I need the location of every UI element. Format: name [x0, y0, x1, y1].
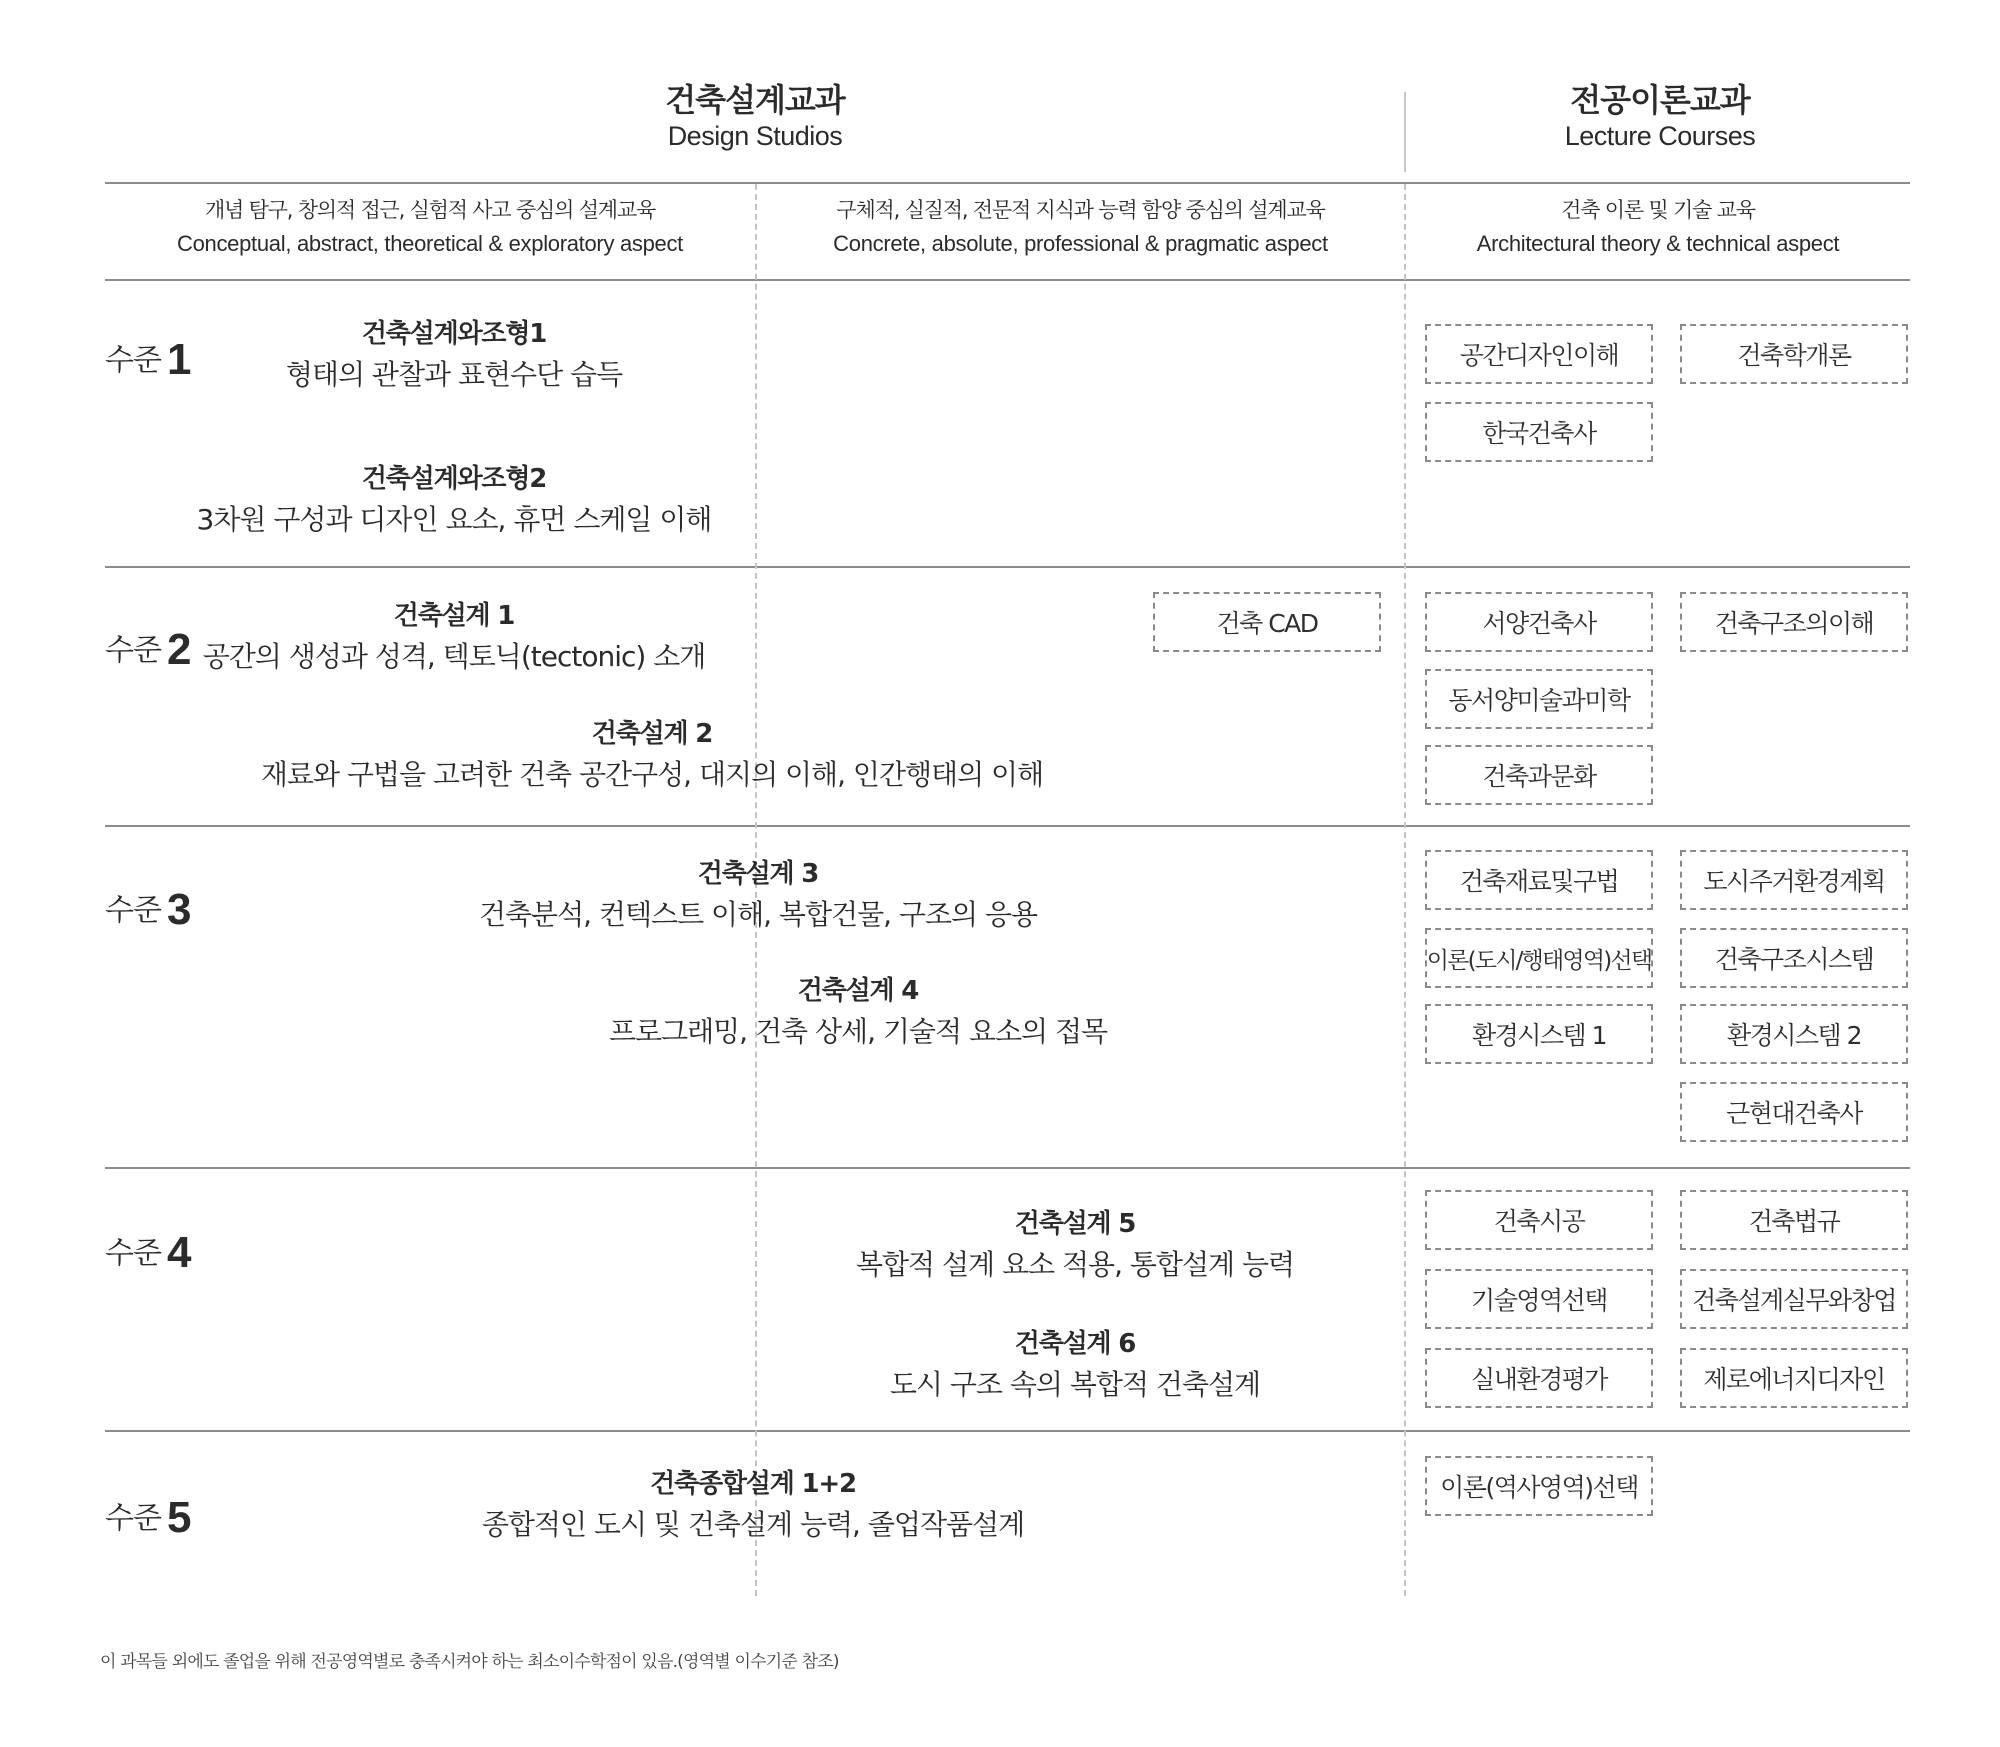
- lecture-course-box: 건축구조의이해: [1680, 592, 1908, 652]
- studio-course: [583, 972, 1133, 1053]
- concrete-aspect-en: Concrete, absolute, professional & pragmatic aspect: [833, 230, 1328, 256]
- lecture-course-box: 건축구조시스템: [1680, 928, 1908, 988]
- level-1-label: [105, 335, 191, 385]
- studio-course-desc: 복합적 설계 요소 적용, 통합설계 능력: [855, 1248, 1295, 1281]
- studio-course-title: 건축설계 3: [697, 859, 819, 889]
- lecture-course-box: 이론(도시/행태영역)선택: [1425, 928, 1653, 988]
- level-number: 2: [166, 625, 192, 674]
- divider-level-4-5: [105, 1430, 1910, 1432]
- studio-course-title: 건축설계와조형1: [361, 319, 547, 349]
- level-number: 4: [166, 1228, 192, 1277]
- divider-header: [105, 182, 1910, 184]
- studio-course-desc: 종합적인 도시 및 건축설계 능력, 졸업작품설계: [481, 1508, 1025, 1541]
- level-label-text: 수준: [105, 893, 161, 928]
- studio-course: [800, 1325, 1350, 1406]
- studio-course-desc: 재료와 구법을 고려한 건축 공간구성, 대지의 이해, 인간행태의 이해: [260, 758, 1044, 791]
- design-studios-title-kr: 건축설계교과: [665, 81, 845, 119]
- studio-course-desc: 프로그래밍, 건축 상세, 기술적 요소의 접목: [608, 1015, 1108, 1048]
- studio-course-desc: 건축분석, 컨텍스트 이해, 복합건물, 구조의 응용: [478, 898, 1038, 931]
- lecture-course-box: 건축과문화: [1425, 745, 1653, 805]
- conceptual-aspect-en: Conceptual, abstract, theoretical & exploratory aspect: [177, 230, 683, 256]
- level-label-text: 수준: [105, 633, 161, 668]
- concrete-aspect-kr: 구체적, 실질적, 전문적 지식과 능력 함양 중심의 설계교육: [836, 198, 1325, 222]
- divider-level-3-4: [105, 1167, 1910, 1169]
- lecture-course-box: 기술영역선택: [1425, 1269, 1653, 1329]
- level-3-label: [105, 885, 191, 935]
- lecture-course-box: 건축설계실무와창업: [1680, 1269, 1908, 1329]
- divider-level-2-3: [105, 825, 1910, 827]
- level-label-text: 수준: [105, 343, 161, 378]
- divider-subheader: [105, 279, 1910, 281]
- level-5-label: [105, 1493, 191, 1543]
- lecture-course-box: 이론(역사영역)선택: [1425, 1456, 1653, 1516]
- studio-course: [252, 715, 1052, 796]
- level-number: 1: [166, 335, 192, 384]
- studio-course-desc: 공간의 생성과 성격, 텍토닉(tectonic) 소개: [202, 640, 706, 673]
- theory-aspect-en: Architectural theory & technical aspect: [1476, 230, 1840, 256]
- footnote: 이 과목들 외에도 졸업을 위해 전공영역별로 충족시켜야 하는 최소이수학점이 있음.(영역별 이수기준 참조): [100, 1652, 839, 1672]
- conceptual-aspect-kr: 개념 탐구, 창의적 접근, 실험적 사고 중심의 설계교육: [204, 198, 656, 222]
- lecture-course-box: 건축시공: [1425, 1190, 1653, 1250]
- divider-level-1-2: [105, 566, 1910, 568]
- conceptual-aspect: [105, 194, 755, 261]
- studio-course: [458, 855, 1058, 936]
- lecture-course-box: 도시주거환경계획: [1680, 850, 1908, 910]
- studio-course-desc: 3차원 구성과 디자인 요소, 휴먼 스케일 이해: [196, 503, 712, 536]
- studio-course-title: 건축설계 5: [1014, 1209, 1136, 1239]
- lecture-course-box: 서양건축사: [1425, 592, 1653, 652]
- level-4-label: [105, 1228, 191, 1278]
- course-box-cad: 건축 CAD: [1153, 592, 1381, 652]
- studio-course-title: 건축설계 4: [797, 976, 919, 1006]
- studio-course-title: 건축설계와조형2: [361, 464, 547, 494]
- lecture-course-box: 공간디자인이해: [1425, 324, 1653, 384]
- studio-course-title: 건축설계 1: [393, 601, 515, 631]
- theory-aspect: [1406, 194, 1910, 261]
- studio-course-desc: 도시 구조 속의 복합적 건축설계: [889, 1368, 1261, 1401]
- studio-course-desc: 형태의 관찰과 표현수단 습득: [285, 358, 623, 391]
- lecture-course-box: 건축학개론: [1680, 324, 1908, 384]
- studio-course: [204, 315, 704, 396]
- lecture-course-box: 동서양미술과미학: [1425, 669, 1653, 729]
- lecture-course-box: 건축법규: [1680, 1190, 1908, 1250]
- level-number: 5: [166, 1493, 192, 1542]
- studio-course: [403, 1465, 1103, 1546]
- column-divider-design-lecture: [1404, 184, 1406, 1596]
- design-studios-title-en: Design Studios: [667, 121, 843, 151]
- lecture-course-box: 제로에너지디자인: [1680, 1348, 1908, 1408]
- level-label-text: 수준: [105, 1501, 161, 1536]
- lecture-course-box: 환경시스템 1: [1425, 1004, 1653, 1064]
- studio-course-title: 건축종합설계 1+2: [650, 1469, 856, 1499]
- lecture-course-box: 실내환경평가: [1425, 1348, 1653, 1408]
- level-label-text: 수준: [105, 1236, 161, 1271]
- studio-course-title: 건축설계 2: [591, 719, 713, 749]
- theory-aspect-kr: 건축 이론 및 기술 교육: [1561, 198, 1755, 222]
- lecture-course-box: 근현대건축사: [1680, 1082, 1908, 1142]
- concrete-aspect: [758, 194, 1403, 261]
- lecture-courses-title-kr: 전공이론교과: [1570, 81, 1750, 119]
- lecture-course-box: 한국건축사: [1425, 402, 1653, 462]
- level-number: 3: [166, 885, 192, 934]
- studio-course: [800, 1205, 1350, 1286]
- lecture-courses-header: [1410, 80, 1910, 154]
- studio-course: [154, 460, 754, 541]
- lecture-course-box: 건축재료및구법: [1425, 850, 1653, 910]
- design-studios-header: [105, 80, 1405, 154]
- lecture-courses-title-en: Lecture Courses: [1564, 121, 1756, 151]
- lecture-course-box: 환경시스템 2: [1680, 1004, 1908, 1064]
- studio-course: [179, 597, 729, 678]
- header-divider: [1404, 92, 1406, 172]
- studio-course-title: 건축설계 6: [1014, 1329, 1136, 1359]
